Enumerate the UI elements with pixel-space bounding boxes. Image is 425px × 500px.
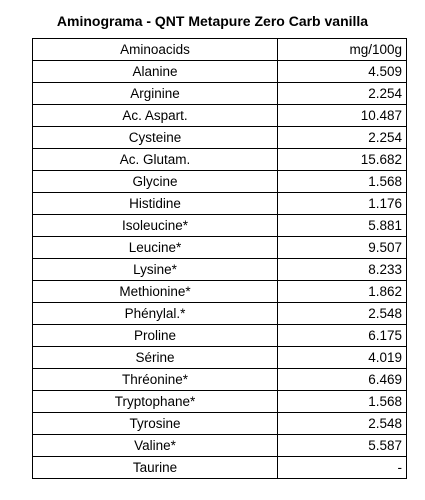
table-row [33,281,407,303]
aminoacid-value-cell: 2.548 [278,303,407,325]
table-row [33,171,407,193]
aminoacid-value-cell: 5.587 [278,435,407,457]
table-row [33,413,407,435]
table-row [33,435,407,457]
aminoacid-value-cell: 2.254 [278,83,407,105]
column-header-mg-per-100g: mg/100g [278,39,407,61]
aminoacid-name-cell: Proline [33,325,278,347]
aminoacid-value-cell: 8.233 [278,259,407,281]
aminoacid-value-cell: 6.469 [278,369,407,391]
table-row [33,457,407,479]
aminoacid-name-cell: Arginine [33,83,278,105]
table-row [33,391,407,413]
aminoacid-name-cell: Taurine [33,457,278,479]
aminoacid-value-cell: 1.176 [278,193,407,215]
aminoacid-table [32,38,407,479]
aminoacid-value-cell: 10.487 [278,105,407,127]
aminoacid-value-cell: - [278,457,407,479]
aminoacid-value-cell: 9.507 [278,237,407,259]
aminoacid-name-cell: Ac. Glutam. [33,149,278,171]
aminoacid-name-cell: Lysine* [33,259,278,281]
table-row [33,325,407,347]
aminoacid-value-cell: 15.682 [278,149,407,171]
aminoacid-name-cell: Valine* [33,435,278,457]
column-header-aminoacids: Aminoacids [33,39,278,61]
table-row [33,61,407,83]
aminoacid-value-cell: 2.254 [278,127,407,149]
table-row [33,105,407,127]
table-body [33,39,407,479]
table-header-row [33,39,407,61]
aminoacid-name-cell: Thréonine* [33,369,278,391]
table-row [33,369,407,391]
aminoacid-name-cell: Alanine [33,61,278,83]
page-title: Aminograma - QNT Metapure Zero Carb vanilla [56,13,369,29]
aminoacid-name-cell: Cysteine [33,127,278,149]
aminoacid-name-cell: Leucine* [33,237,278,259]
table-row [33,259,407,281]
aminoacid-name-cell: Tyrosine [33,413,278,435]
aminoacid-name-cell: Tryptophane* [33,391,278,413]
aminoacid-value-cell: 4.019 [278,347,407,369]
aminoacid-value-cell: 1.568 [278,391,407,413]
aminoacid-name-cell: Sérine [33,347,278,369]
aminoacid-name-cell: Phénylal.* [33,303,278,325]
table-row [33,237,407,259]
aminoacid-name-cell: Ac. Aspart. [33,105,278,127]
table-row [33,303,407,325]
aminoacid-name-cell: Methionine* [33,281,278,303]
table-row [33,215,407,237]
aminoacid-name-cell: Isoleucine* [33,215,278,237]
aminoacid-name-cell: Histidine [33,193,278,215]
aminoacid-value-cell: 4.509 [278,61,407,83]
table-row [33,83,407,105]
aminoacid-value-cell: 1.862 [278,281,407,303]
table-row [33,127,407,149]
aminoacid-value-cell: 1.568 [278,171,407,193]
aminoacid-name-cell: Glycine [33,171,278,193]
aminoacid-value-cell: 2.548 [278,413,407,435]
aminoacid-value-cell: 6.175 [278,325,407,347]
table-row [33,149,407,171]
table-row [33,347,407,369]
table-row [33,193,407,215]
aminoacid-value-cell: 5.881 [278,215,407,237]
